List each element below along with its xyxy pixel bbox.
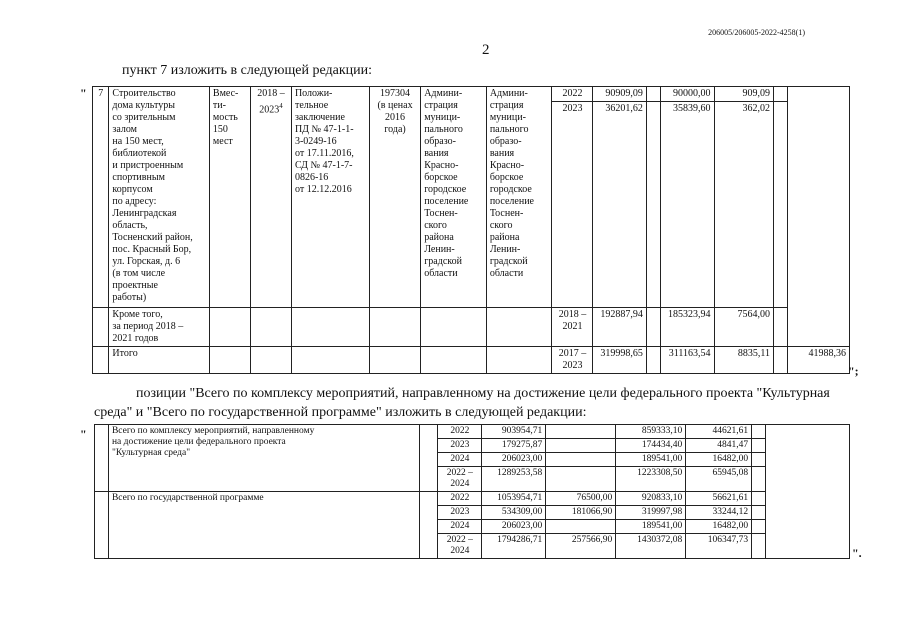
empty-cell [752, 534, 766, 559]
federal: 257566,90 [546, 534, 616, 559]
year: 2023 [552, 102, 593, 308]
regional: 1430372,08 [616, 534, 686, 559]
year: 2023 [438, 506, 482, 520]
local: 362,02 [714, 102, 773, 308]
year: 2022 [438, 492, 482, 506]
closing-quote-2: ". [852, 546, 862, 560]
empty-cell [291, 347, 369, 374]
total: 534309,00 [482, 506, 546, 520]
extra-column [766, 425, 850, 559]
total: 1794286,71 [482, 534, 546, 559]
empty-cell [250, 347, 291, 374]
federal [646, 347, 660, 374]
customer: Админи- страция муници- пального образо- вания Красно- борское городское поселение Тоснен- ского района Ленин- градской области [421, 87, 487, 308]
table-row [93, 347, 850, 374]
other: 41988,36 [788, 347, 850, 374]
empty-cell [752, 453, 766, 467]
year: 2024 [438, 520, 482, 534]
regional: 1223308,50 [616, 467, 686, 492]
other [773, 308, 787, 347]
empty-cell [209, 347, 250, 374]
regional: 174434,40 [616, 439, 686, 453]
empty-cell [486, 308, 552, 347]
period-footnote: 4 [279, 102, 283, 110]
total: 179275,87 [482, 439, 546, 453]
federal [646, 308, 660, 347]
regional: 189541,00 [616, 520, 686, 534]
empty-cell [250, 308, 291, 347]
itogo-label: Итого [109, 347, 210, 374]
federal: 181066,90 [546, 506, 616, 520]
regional: 185323,94 [661, 308, 714, 347]
block1-label: Всего по комплексу мероприятий, направленному на достижение цели федерального проекта "Культурная среда" [108, 425, 419, 492]
item-7-table [92, 86, 850, 374]
federal [546, 520, 616, 534]
item-number: 7 [93, 87, 109, 308]
local: 909,09 [714, 87, 773, 102]
year: 2022 [438, 425, 482, 439]
federal [546, 439, 616, 453]
empty-cell [486, 347, 552, 374]
regional: 920833,10 [616, 492, 686, 506]
extra-label: Кроме того, за период 2018 – 2021 годов [109, 308, 210, 347]
regional: 319997,98 [616, 506, 686, 520]
local: 65945,08 [686, 467, 752, 492]
local: 56621,61 [686, 492, 752, 506]
regional: 859333,10 [616, 425, 686, 439]
total: 206023,00 [482, 520, 546, 534]
document-id: 206005/206005-2022-4258(1) [708, 28, 805, 37]
page-number: 2 [482, 42, 490, 58]
opening-quote-2: " [80, 427, 87, 441]
empty-cell [752, 492, 766, 506]
total: 36201,62 [593, 102, 646, 308]
opening-quote-1: " [80, 86, 87, 100]
local: 33244,12 [686, 506, 752, 520]
regional: 35839,60 [661, 102, 714, 308]
total: 206023,00 [482, 453, 546, 467]
local: 16482,00 [686, 453, 752, 467]
regional: 311163,54 [661, 347, 714, 374]
total: 192887,94 [593, 308, 646, 347]
empty-cell [93, 347, 109, 374]
regional: 189541,00 [616, 453, 686, 467]
empty-cell [420, 425, 438, 492]
empty-cell [752, 425, 766, 439]
empty-cell [421, 347, 487, 374]
federal [646, 87, 660, 102]
empty-cell [209, 308, 250, 347]
intro-paragraph-1: пункт 7 изложить в следующей редакции: [122, 63, 372, 78]
intro-paragraph-2: позиции "Всего по комплексу мероприятий, направленному на достижение цели федерального проекта "Культурная среда" и "Всего по государственной программе" изложить в следующей редакции: [94, 386, 830, 420]
local: 7564,00 [714, 308, 773, 347]
federal [546, 467, 616, 492]
federal [646, 102, 660, 308]
block2-label: Всего по государственной программе [108, 492, 419, 559]
expert-conclusion: Положи- тельное заключение ПД № 47-1-1- 3-0249-16 от 17.11.2016, СД № 47-1-7- 0826-16 от 12.12.2016 [291, 87, 369, 308]
total: 319998,65 [593, 347, 646, 374]
empty-cell [95, 492, 109, 559]
regional: 90000,00 [661, 87, 714, 102]
other [773, 87, 787, 102]
year: 2017 – 2023 [552, 347, 593, 374]
capacity: Вмес- ти- мость 150 мест [209, 87, 250, 308]
extra-column [788, 87, 850, 347]
total: 1053954,71 [482, 492, 546, 506]
total: 903954,71 [482, 425, 546, 439]
empty-cell [291, 308, 369, 347]
empty-cell [752, 439, 766, 453]
period-text: 2018 – 2023 [257, 88, 285, 116]
empty-cell [752, 467, 766, 492]
local: 106347,73 [686, 534, 752, 559]
totals-table [94, 424, 850, 559]
year: 2022 – 2024 [438, 467, 482, 492]
estimated-cost: 197304 (в ценах 2016 года) [369, 87, 420, 308]
period [250, 87, 291, 308]
year: 2023 [438, 439, 482, 453]
developer: Админи- страция муници- пального образо- вания Красно- борское городское поселение Тоснен- ского района Ленин- градской области [486, 87, 552, 308]
closing-quote-1: "; [848, 364, 859, 378]
federal [546, 453, 616, 467]
empty-cell [421, 308, 487, 347]
local: 8835,11 [714, 347, 773, 374]
empty-cell [93, 308, 109, 347]
local: 16482,00 [686, 520, 752, 534]
year: 2022 [552, 87, 593, 102]
empty-cell [420, 492, 438, 559]
local: 4841,47 [686, 439, 752, 453]
total: 1289253,58 [482, 467, 546, 492]
federal: 76500,00 [546, 492, 616, 506]
table-row [93, 308, 850, 347]
year: 2018 – 2021 [552, 308, 593, 347]
year: 2022 – 2024 [438, 534, 482, 559]
table-row [95, 492, 850, 506]
other [773, 102, 787, 308]
local: 44621,61 [686, 425, 752, 439]
empty-cell [369, 308, 420, 347]
table-row [95, 425, 850, 439]
empty-cell [752, 520, 766, 534]
total: 90909,09 [593, 87, 646, 102]
year: 2024 [438, 453, 482, 467]
empty-cell [773, 347, 787, 374]
empty-cell [95, 425, 109, 492]
table-row [93, 87, 850, 102]
empty-cell [752, 506, 766, 520]
federal [546, 425, 616, 439]
empty-cell [369, 347, 420, 374]
object-name: Строительство дома культуры со зрительным залом на 150 мест, библиотекой и пристроенным спортивным корпусом по адресу: Ленинградская область, Тосненский район, пос. Красный Бор, ул. Горская, д. 6 (в том числе проектные работы) [109, 87, 210, 308]
